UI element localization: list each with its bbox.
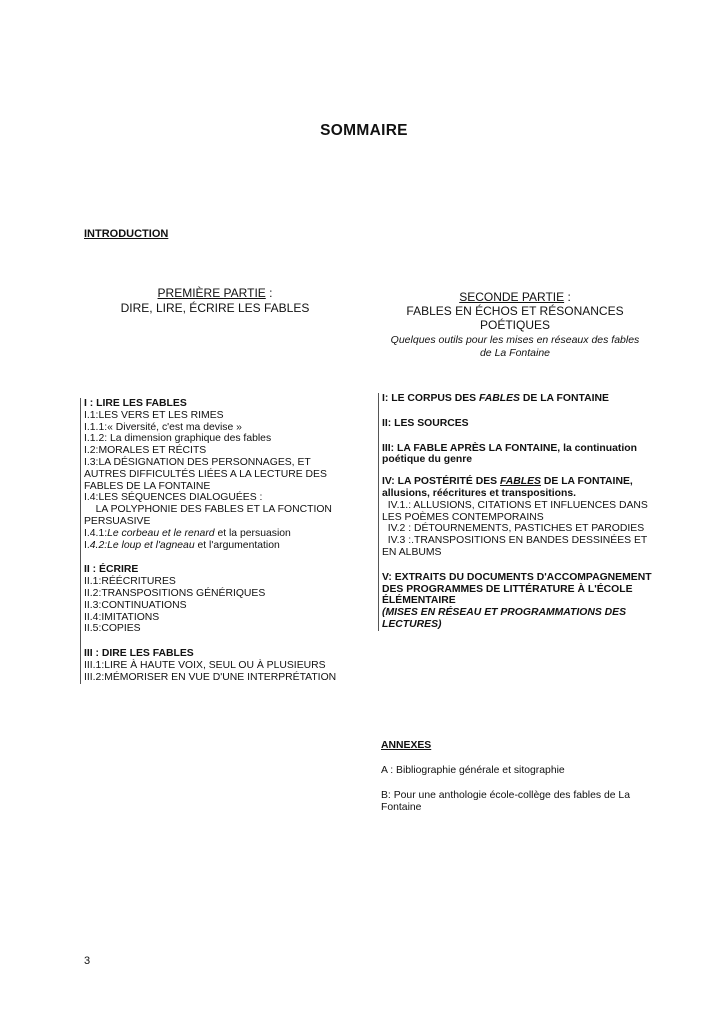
toc-entry <box>84 540 352 552</box>
annex-entry-a: A : Bibliographie générale et sitographie <box>381 765 565 776</box>
toc-entry: I.1.2: La dimension graphique des fables <box>84 433 272 445</box>
section-heading-corpus <box>382 393 652 405</box>
part-one-label: PREMIÈRE PARTIE <box>157 286 266 300</box>
page-title: SOMMAIRE <box>320 122 408 139</box>
annexes <box>381 740 649 814</box>
part-one-contents <box>80 398 352 684</box>
part-one-colon: : <box>265 286 273 300</box>
toc-entry-number: I.4.1: <box>84 527 108 539</box>
toc-entry-number: I. <box>84 539 90 551</box>
part-two-colon: : <box>564 290 571 304</box>
page-number: 3 <box>84 955 91 967</box>
section-heading-lire: I : LIRE LES FABLES <box>84 398 187 409</box>
section-heading-text: DE LA FONTAINE, allusions, réécritures et transpositions. <box>382 476 633 499</box>
part-two-header <box>384 290 646 360</box>
annexes-heading: ANNEXES <box>381 740 432 751</box>
toc-entry: IV.1.: ALLUSIONS, CITATIONS ET INFLUENCES DANS LES POÈMES CONTEMPORAINS <box>382 499 651 523</box>
toc-entry: I.4:LES SÉQUENCES DIALOGUÉES : <box>84 492 263 504</box>
toc-entry: IV.3 :.TRANSPOSITIONS EN BANDES DESSINÉES ET EN ALBUMS <box>382 535 650 558</box>
toc-entry <box>84 528 352 540</box>
toc-entry: I.3:LA DÉSIGNATION DES PERSONNAGES, ET AUTRES DIFFICULTÉS LIÉES A LA LECTURE DES FABLES DE LA FONTAINE <box>84 456 327 492</box>
section-heading-italic: FABLES <box>479 393 520 404</box>
section-heading-sources: II: LES SOURCES <box>382 417 469 429</box>
toc-entry: II.2:TRANSPOSITIONS GÉNÉRIQUES <box>84 587 266 599</box>
part-two-contents <box>378 393 652 631</box>
toc-entry: II.5:COPIES <box>84 623 141 635</box>
section-heading-dire: III : DIRE LES FABLES <box>84 648 194 660</box>
part-two-note: Quelques outils pour les mises en réseaux des fables de La Fontaine <box>390 334 640 359</box>
section-heading-ecrire: II : ÉCRIRE <box>84 564 139 576</box>
section-heading-extraits: V: EXTRAITS DU DOCUMENTS D'ACCOMPAGNEMENT DES PROGRAMMES DE LITTÉRATURE À L'ÉCOLE ÉLÉMENTAIRE <box>382 571 652 607</box>
part-two-subtitle: FABLES EN ÉCHOS ET RÉSONANCES POÉTIQUES <box>406 304 624 332</box>
section-heading-fable-apres: III: LA FABLE APRÈS LA FONTAINE, la continuation poétique du genre <box>382 442 637 466</box>
section-heading-text: IV: LA POSTÉRITÉ DES <box>382 476 500 488</box>
toc-entry: I.2:MORALES ET RÉCITS <box>84 445 207 457</box>
part-one-header <box>84 286 346 316</box>
toc-entry: III.2:MÉMORISER EN VUE D'UNE INTERPRÉTATION <box>84 671 337 683</box>
section-heading-italic: FABLES <box>499 476 541 488</box>
toc-entry: II.4:IMITATIONS <box>84 611 160 623</box>
toc-entry: LA POLYPHONIE DES FABLES ET LA FONCTION PERSUASIVE <box>84 504 335 527</box>
toc-entry: III.1:LIRE À HAUTE VOIX, SEUL OU À PLUSIEURS <box>84 659 326 671</box>
introduction-heading: INTRODUCTION <box>84 228 169 240</box>
toc-entry: I.1:LES VERS ET LES RIMES <box>84 409 224 421</box>
toc-entry: I.1.1:« Diversité, c'est ma devise » <box>84 421 242 433</box>
toc-entry: IV.2 : DÉTOURNEMENTS, PASTICHES ET PARODIES <box>382 523 645 535</box>
section-heading-text: DE LA FONTAINE <box>520 393 609 404</box>
toc-entry-fable-title: Le corbeau et le renard <box>107 527 215 539</box>
annex-entry-b: B: Pour une anthologie école-collège des fables de La Fontaine <box>381 790 630 813</box>
part-one-subtitle: DIRE, LIRE, ÉCRIRE LES FABLES <box>120 301 310 315</box>
section-heading-text: I: LE CORPUS DES <box>382 393 479 404</box>
toc-entry: II.1:RÉÉCRITURES <box>84 576 176 588</box>
section-heading-posterite <box>382 476 652 500</box>
section-heading-extraits-note: (MISES EN RÉSEAU ET PROGRAMMATIONS DES LECTURES) <box>382 607 627 630</box>
toc-entry-fable-title: 4.2:Le loup et l'agneau <box>89 539 195 551</box>
toc-entry-text: et la persuasion <box>214 527 291 539</box>
part-two-label: SECONDE PARTIE <box>459 290 565 304</box>
toc-entry-text: et l'argumentation <box>194 539 280 551</box>
toc-entry: II.3:CONTINUATIONS <box>84 599 187 611</box>
